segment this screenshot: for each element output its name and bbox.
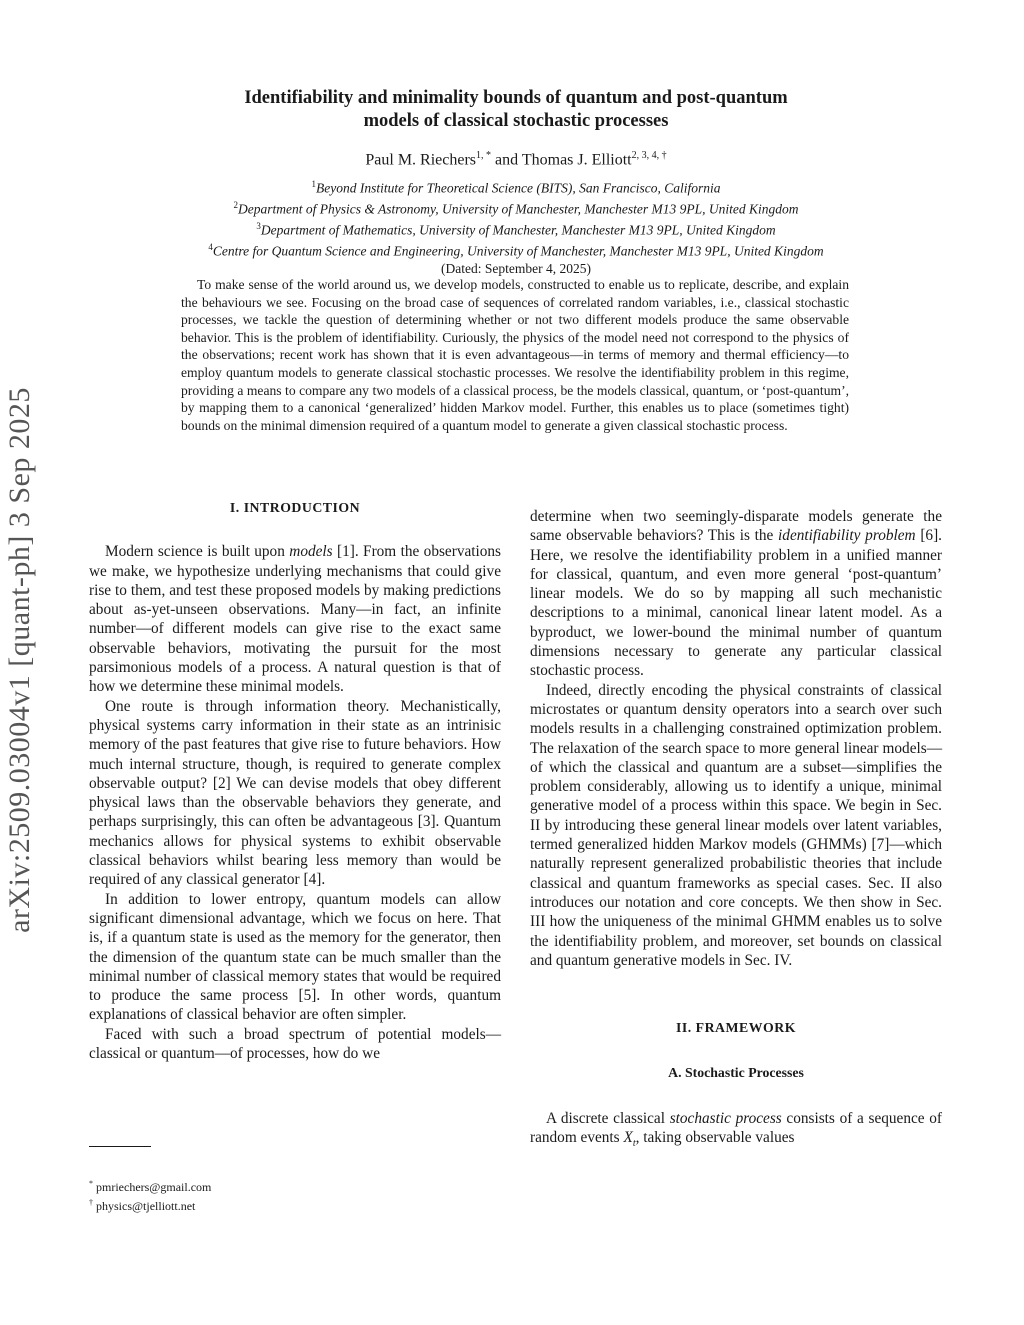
author-list — [150, 150, 882, 169]
author-1-marks: 1, * — [476, 150, 492, 161]
affiliation-1 — [100, 176, 932, 197]
abstract-text: To make sense of the world around us, we develop models, constructed to enable us to replicate, describe, and explain the behaviours we see. Focusing on the broad case of sequences of correlated random variables, i.e., classical stochastic processes, we tackle the question of determining whether or not two different models produce the same observable behavior. This is the problem of identifiability. Curiously, the physics of the model need not correspond to the physics of the observations; recent work has shown that it is even advantageous—in terms of memory and thermal efficiency—to employ quantum models to generate classical stochastic processes. We resolve the identifiability problem in this regime, providing a means to compare any two models of a classical process, be the models classical, quantum, or ‘post-quantum’, by mapping them to a canonical ‘generalized’ hidden Markov model. Further, this enables us to place (sometimes tight) bounds on the minimal dimension required of a quantum model to generate a given classical stochastic process. — [181, 277, 849, 433]
arxiv-identifier-stamp — [0, 387, 40, 933]
right-column — [530, 507, 942, 1153]
intro-paragraph-2: One route is through information theory. Mechanistically, physical systems carry information in their state as an intrinisic memory of the past features that give rise to future behaviors. How much internal structure, though, is required to generate complex observable output? [2] We can devise models that obey different physical laws than the observable behaviors they generate, and perhaps surprisingly, this can often be advantageous [3]. Quantum mechanics allows for physical systems to exhibit observable classical behaviors whilst bearing less memory than would be required of any classical generator [4]. — [89, 697, 501, 889]
random-variable-symbol: X — [623, 1129, 633, 1147]
affiliation-4-text: Centre for Quantum Science and Engineering, University of Manchester, Manchester M13 9PL, United Kingdom — [212, 243, 824, 259]
affiliations — [100, 176, 932, 278]
intro-paragraph-3: In addition to lower entropy, quantum models can allow significant dimensional advantage, which we focus on here. That is, if a quantum state is used as the memory for the generator, then the dimension of the quantum state can be much smaller than the minimal number of classical memory states that would be required to produce the same process [5]. In other words, quantum explanations of classical behavior are often simpler. — [89, 890, 501, 1024]
footnote-2-email: physics@tjelliott.net — [93, 1199, 196, 1213]
right-p3-start: A discrete classical — [546, 1109, 670, 1127]
left-column — [89, 498, 501, 1063]
title-line-2: models of classical stochastic processes — [363, 111, 669, 131]
right-p1-emphasis: identifiability problem — [778, 527, 916, 545]
intro-p1-rest: [1]. From the observations we make, we hypothesize underlying mechanisms that could give rise to them, and test these proposed models by making predictions about as-yet-unseen observations. Many—in fact, an infinite number—of different models can give rise to the exact same observable behaviors, motivating the pursuit for the most parsimonious models of a process. A natural question is that of how we determine these minimal models. — [89, 543, 502, 696]
subsection-heading-stochastic-processes: A. Stochastic Processes — [668, 1065, 804, 1081]
paper-title — [150, 87, 882, 133]
affiliation-2-text: Department of Physics & Astronomy, University of Manchester, Manchester M13 9PL, United Kingdom — [237, 201, 799, 217]
abstract — [181, 276, 849, 434]
right-p3-middle: consists of a sequence of random events — [530, 1109, 942, 1147]
author-conjunction: and — [491, 151, 522, 169]
right-p3-emphasis: stochastic process — [669, 1109, 782, 1127]
affiliation-3 — [100, 218, 932, 239]
right-p3-end: , taking observable values — [635, 1129, 795, 1147]
footnote-1 — [89, 1176, 211, 1195]
right-p1-rest: [6]. Here, we resolve the identifiability problem in a unified manner for classical, quantum, and even more general ‘post-quantum’ linear models. We do so by mapping all such mechanistic descriptions to a minimal, canonical linear latent model. As a byproduct, we lower-bound the minimal number of quantum dimensions necessary to generate any particular classical stochastic process. — [530, 527, 942, 680]
random-variable-subscript: t — [632, 1138, 636, 1150]
affiliation-2-number: 2 — [233, 200, 238, 210]
affiliation-1-number: 1 — [311, 179, 317, 189]
footnote-rule — [89, 1146, 151, 1147]
author-2-name: Thomas J. Elliott — [521, 151, 632, 169]
affiliation-4-number: 4 — [208, 242, 213, 252]
affiliation-2 — [100, 197, 932, 218]
section-heading-introduction: I. INTRODUCTION — [229, 500, 361, 515]
author-2-marks: 2, 3, 4, † — [631, 150, 667, 161]
affiliation-4 — [100, 239, 932, 260]
intro-p1-emphasis: models — [289, 543, 333, 561]
right-paragraph-1 — [530, 507, 942, 681]
footnotes — [89, 1176, 211, 1214]
dated-line: (Dated: September 4, 2025) — [441, 261, 591, 276]
affiliation-3-text: Department of Mathematics, University of Manchester, Manchester M13 9PL, United Kingdom — [260, 222, 776, 238]
footnote-2-mark: † — [89, 1198, 93, 1207]
author-1-name: Paul M. Riechers — [365, 151, 477, 169]
affiliation-1-text: Beyond Institute for Theoretical Science (BITS), San Francisco, California — [316, 180, 721, 196]
section-heading-framework: II. FRAMEWORK — [676, 1020, 796, 1036]
arxiv-id-text: arXiv:2509.03004v1 [quant-ph] 3 Sep 2025 — [3, 387, 36, 933]
footnote-2 — [89, 1195, 211, 1214]
right-paragraph-3 — [530, 1109, 942, 1154]
intro-paragraph-4: Faced with such a broad spectrum of potential models—classical or quantum—of processes, how do we — [89, 1025, 501, 1063]
footnote-1-mark: * — [89, 1179, 93, 1188]
right-paragraph-2: Indeed, directly encoding the physical constraints of classical microstates or quantum density operators into a search over such models results in a challenging constrained optimization problem. The relaxation of the search space to more general linear models—of which the classical and quantum are a subset—simplifies the problem considerably, allowing us to identify a unique, minimal generative model of a process within this space. We begin in Sec. II by introducing these general linear models over latent variables, termed generalized hidden Markov models (GHMMs) [7]—which naturally represent generalized probabilistic theories that include classical and quantum frameworks as special cases. Sec. II also introduces our notation and core concepts. We then show in Sec. III how the uniqueness of the minimal GHMM enables us to solve the identifiability problem, and moreover, set bounds on classical and quantum generative models in Sec. IV. — [530, 681, 942, 969]
title-line-1: Identifiability and minimality bounds of quantum and post-quantum — [244, 88, 788, 108]
affiliation-3-number: 3 — [256, 221, 261, 231]
footnote-1-email: pmriechers@gmail.com — [93, 1180, 212, 1194]
intro-paragraph-1 — [89, 542, 501, 696]
right-p1-start: determine when two seemingly-disparate models generate the same observable behaviors? This is the — [530, 508, 942, 545]
intro-p1-start: Modern science is built upon — [105, 543, 290, 561]
